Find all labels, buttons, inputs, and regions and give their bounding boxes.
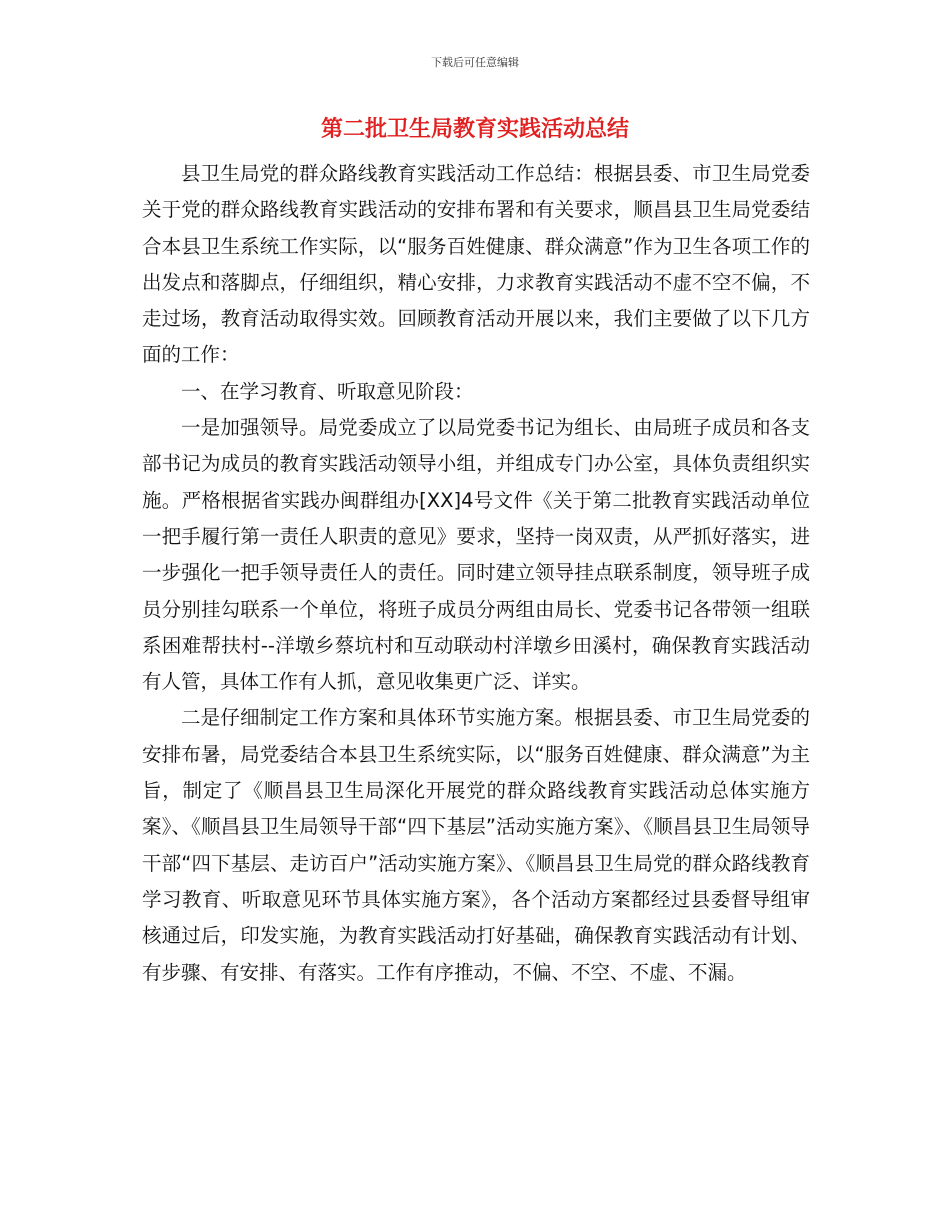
header-note: 下载后可任意编辑 [431, 56, 519, 69]
paragraph-leadership: 一是加强领导。局党委成立了以局党委书记为组长、由局班子成员和各支部书记为成员的教育实践活动领导小组，并组成专门办公室，具体负责组织实施。严格根据省实践办闽群组办[XX]4号文件《关于第二批教育实践活动单位一把手履行第一责任人职责的意见》要求，坚持一岗双责，从严抓好落实，进一步强化一把手领导责任人的责任。同时建立领导挂点联系制度，领导班子成员分别挂勾联系一个单位，将班子成员分两组由局长、党委书记各带领一组联系困难帮扶村--洋墩乡蔡坑村和互动联动村洋墩乡田溪村，确保教育实践活动有人管，具体工作有人抓，意见收集更广泛、详实。 [142, 416, 810, 694]
paragraph-section-heading: 一、在学习教育、听取意见阶段： [181, 379, 474, 403]
paragraph-plans: 二是仔细制定工作方案和具体环节实施方案。根据县委、市卫生局党委的安排布暑，局党委结合本县卫生系统实际，以“服务百姓健康、群众满意”为主旨，制定了《顺昌县卫生局深化开展党的群众路线教育实践活动总体实施方案》、《顺昌县卫生局领导干部“四下基层”活动实施方案》、《顺昌县卫生局领导干部“四下基层、走访百户”活动实施方案》、《顺昌县卫生局党的群众路线教育学习教育、听取意见环节具体实施方案》，各个活动方案都经过县委督导组审核通过后，印发实施，为教育实践活动打好基础，确保教育实践活动有计划、有步骤、有安排、有落实。工作有序推动，不偏、不空、不虚、不漏。 [142, 706, 810, 984]
document-body [142, 156, 810, 991]
document-title: 第二批卫生局教育实践活动总结 [320, 117, 629, 142]
paragraph-intro: 县卫生局党的群众路线教育实践活动工作总结：根据县委、市卫生局党委关于党的群众路线教育实践活动的安排布署和有关要求，顺昌县卫生局党委结合本县卫生系统工作实际，以“服务百姓健康、群众满意”作为卫生各项工作的出发点和落脚点，仔细组织，精心安排，力求教育实践活动不虚不空不偏，不走过场，教育活动取得实效。回顾教育活动开展以来，我们主要做了以下几方面的工作： [142, 162, 810, 367]
